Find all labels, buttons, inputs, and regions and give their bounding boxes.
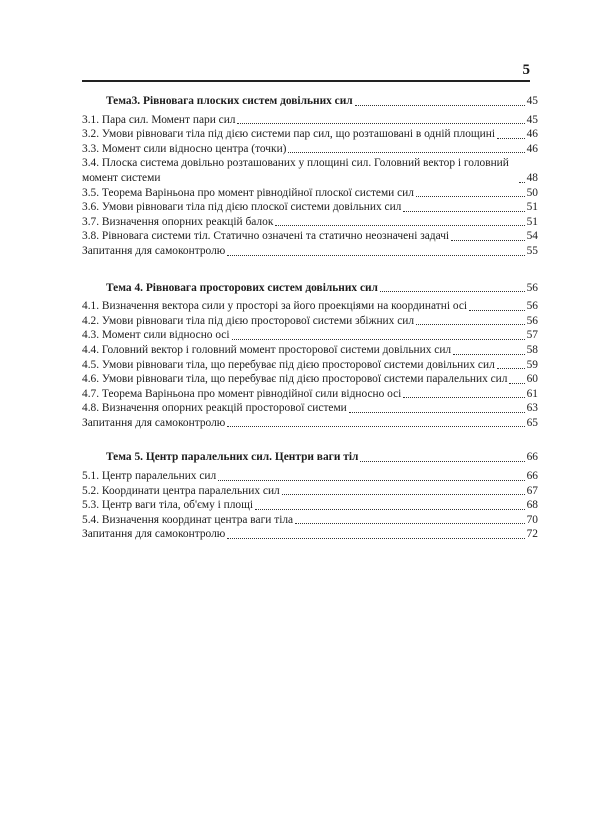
entry-page: 58 (526, 343, 538, 356)
dot-leader (416, 324, 525, 325)
entry-title: 3.5. Теорема Варіньона про момент рівнодійної плоскої системи сил (82, 186, 414, 199)
entry-title: 4.1. Визначення вектора сили у просторі за його проекціями на координатні осі (82, 300, 468, 313)
dot-leader (295, 523, 525, 524)
dot-leader (403, 397, 524, 398)
entry-title: 5.3. Центр ваги тіла, об'єму і площі (82, 499, 254, 512)
entry-page: 66 (526, 470, 538, 483)
dot-leader (218, 480, 524, 481)
entry-page: 68 (526, 499, 538, 512)
entry-title: 4.7. Теорема Варіньона про момент рівнодійної сили відносно осі (82, 387, 402, 400)
toc-entry (82, 513, 538, 528)
entry-page: 48 (526, 171, 538, 184)
entry-title: 4.2. Умови рівноваги тіла під дією просторової системи збіжних сил (82, 314, 415, 327)
section-title: Тема3. Рівновага плоских систем довільних сил (106, 95, 353, 107)
toc-entry (82, 229, 538, 244)
entry-page: 45 (526, 113, 538, 126)
toc-entry (82, 343, 538, 358)
toc-entry (82, 387, 538, 402)
entry-title: 3.7. Визначення опорних реакцій балок (82, 215, 274, 228)
toc-entry (82, 469, 538, 484)
section-title: Тема 4. Рівновага просторових систем довільних сил (106, 281, 378, 294)
entry-page: 56 (526, 300, 538, 313)
entry-page: 70 (526, 513, 538, 526)
entry-title: Запитання для самоконтролю (82, 244, 226, 257)
header-rule (82, 80, 530, 82)
toc-section-3 (82, 94, 538, 259)
entry-title: Запитання для самоконтролю (82, 528, 226, 541)
toc-section-5 (82, 450, 538, 542)
dot-leader (380, 291, 525, 292)
entry-page: 51 (526, 215, 538, 228)
entry-title: 3.1. Пара сил. Момент пари сил (82, 113, 236, 126)
toc-entry (82, 401, 538, 416)
entry-title: 4.6. Умови рівноваги тіла, що перебуває під дією просторової системи паралельних сил (82, 373, 508, 386)
dot-leader (509, 383, 524, 384)
entry-title: 3.2. Умови рівноваги тіла під дією системи пар сил, що розташовані в одній площині (82, 128, 496, 141)
entry-page: 54 (526, 230, 538, 243)
entry-page: 67 (526, 484, 538, 497)
entry-title: Запитання для самоконтролю (82, 416, 226, 429)
toc-entry (82, 498, 538, 513)
toc-section-heading (82, 450, 538, 465)
section-page: 56 (526, 281, 538, 294)
toc-entry (82, 527, 538, 542)
entry-title: 5.4. Визначення координат центра ваги тіла (82, 513, 294, 526)
entry-page: 50 (526, 186, 538, 199)
dot-leader (519, 182, 525, 183)
entry-page: 61 (526, 387, 538, 400)
entry-title: 3.6. Умови рівноваги тіла під дією плоскої системи довільних сил (82, 201, 402, 214)
toc-entry (82, 200, 538, 215)
dot-leader (360, 461, 524, 462)
entry-page: 46 (526, 142, 538, 155)
dot-leader (497, 368, 525, 369)
toc-entry (82, 186, 538, 201)
entry-title: 4.3. Момент сили відносно осі (82, 329, 230, 342)
dot-leader (227, 255, 524, 256)
toc-entry (82, 215, 538, 230)
entry-page: 72 (526, 528, 538, 541)
dot-leader (403, 211, 524, 212)
dot-leader (275, 225, 524, 226)
entry-page: 46 (526, 128, 538, 141)
toc-entry (82, 314, 538, 329)
page-number: 5 (522, 62, 530, 78)
toc-section-4 (82, 281, 538, 431)
dot-leader (237, 123, 524, 124)
entry-page: 51 (526, 201, 538, 214)
toc-entry (82, 299, 538, 314)
toc-entry (82, 156, 538, 185)
toc-section-heading (82, 94, 538, 109)
toc-entry (82, 328, 538, 343)
toc-entry (82, 113, 538, 128)
entry-title: 4.8. Визначення опорних реакцій просторової системи (82, 402, 347, 415)
dot-leader (288, 152, 524, 153)
entry-page: 55 (526, 244, 538, 257)
section-title: Тема 5. Центр паралельних сил. Центри ваги тіл (106, 451, 359, 464)
entry-page: 60 (526, 373, 538, 386)
entry-title: 3.3. Момент сили відносно центра (точки) (82, 142, 287, 155)
entry-page: 56 (526, 314, 538, 327)
section-page: 66 (526, 451, 538, 464)
dot-leader (355, 105, 525, 106)
entry-page: 65 (526, 416, 538, 429)
entry-title: 3.4. Плоска система довільно розташованих у площині сил. Головний вектор і головний момент системи (82, 157, 509, 184)
toc-entry (82, 416, 538, 431)
entry-page: 59 (526, 358, 538, 371)
entry-title: 4.4. Головний вектор і головний момент просторової системи довільних сил (82, 343, 452, 356)
toc-entry (82, 358, 538, 373)
toc-entry (82, 484, 538, 499)
entry-page: 63 (526, 402, 538, 415)
entry-page: 57 (526, 329, 538, 342)
dot-leader (255, 509, 525, 510)
toc-section-heading (82, 281, 538, 296)
entry-title: 5.2. Координати центра паралельних сил (82, 484, 280, 497)
toc-entry (82, 244, 538, 259)
entry-title: 3.8. Рівновага системи тіл. Статично означені та статично неозначені задачі (82, 230, 450, 243)
entry-title: 4.5. Умови рівноваги тіла, що перебуває під дією просторової системи довільних сил (82, 358, 495, 371)
table-of-contents (82, 94, 538, 564)
toc-entry (82, 142, 538, 157)
dot-leader (469, 310, 525, 311)
entry-title: 5.1. Центр паралельних сил (82, 470, 217, 483)
toc-entry (82, 127, 538, 142)
dot-leader (451, 240, 525, 241)
dot-leader (497, 138, 525, 139)
dot-leader (227, 538, 524, 539)
dot-leader (416, 196, 525, 197)
dot-leader (227, 426, 524, 427)
dot-leader (349, 412, 525, 413)
toc-entry (82, 372, 538, 387)
dot-leader (453, 354, 525, 355)
dot-leader (232, 339, 525, 340)
section-page: 45 (526, 95, 538, 107)
dot-leader (282, 494, 525, 495)
